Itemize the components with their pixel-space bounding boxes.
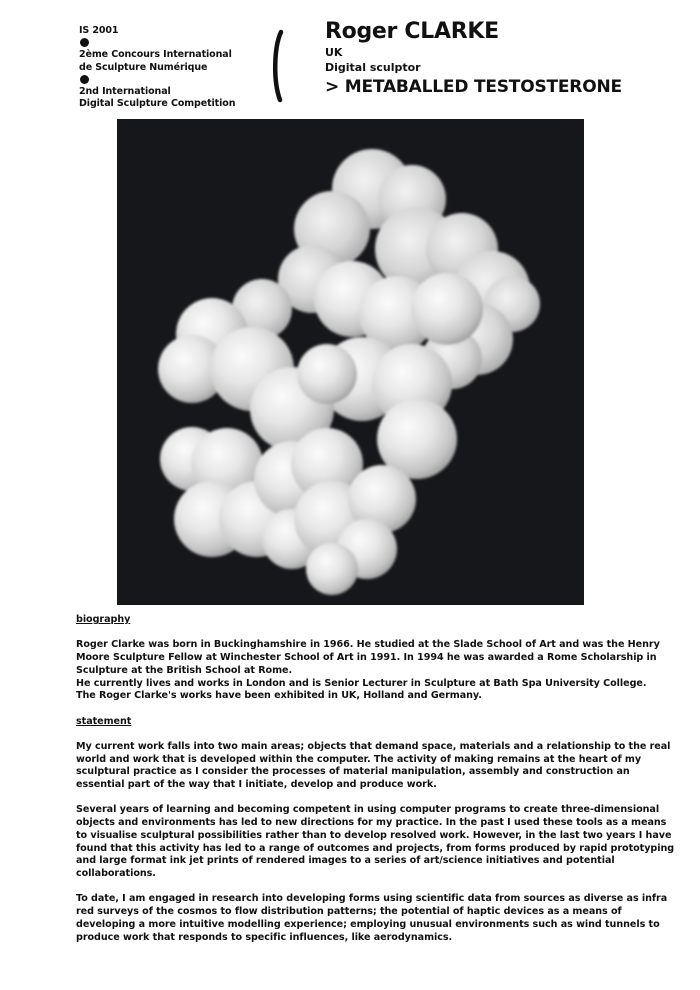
english-title-line-1: 2nd International bbox=[79, 85, 171, 97]
biography-line: Sculpture at the British School at Rome. bbox=[76, 664, 293, 676]
statement-line: and large format ink jet prints of rendered images to a series of art/science initiatives and potential bbox=[76, 855, 615, 867]
statement-line: produce work that responds to specific influences, like aerodynamics. bbox=[76, 931, 453, 943]
statement-paragraph-2 bbox=[76, 804, 686, 880]
english-title-line-2: Digital Sculpture Competition bbox=[79, 98, 236, 110]
biography-heading: biography bbox=[76, 614, 131, 625]
statement-line: sculptural practice as I consider the processes of material manipulation, assembly and construction an bbox=[76, 766, 630, 778]
metaball-sculpture bbox=[117, 119, 584, 605]
event-code: IS 2001 bbox=[79, 25, 119, 36]
statement-line: Several years of learning and becoming competent in using computer programs to create three-dimensional bbox=[76, 804, 660, 816]
statement-line: My current work falls into two main areas; objects that demand space, materials and a relationship to the real bbox=[76, 740, 671, 752]
statement-line: To date, I am engaged in research into developing forms using scientific data from sources as diverse as infra bbox=[76, 893, 668, 905]
french-title-line-1: 2ème Concours International bbox=[79, 49, 232, 61]
statement-line: to visualise sculptural possibilities rather than to develop resolved work. However, in the last two years I have bbox=[76, 829, 672, 841]
statement-line: world and work that is developed within the computer. The activity of making remains at the heart of my bbox=[76, 753, 642, 765]
statement-line: developing a more intuitive modelling experience; employing unusual environments such as wind tunnels to bbox=[76, 918, 660, 930]
french-title-line-2: de Sculpture Numérique bbox=[79, 61, 208, 73]
biography-line: He currently lives and works in London and is Senior Lecturer in Sculpture at Bath Spa University College. bbox=[76, 677, 647, 689]
statement-line: essential part of the way that I initiate, develop and produce work. bbox=[76, 779, 437, 791]
bracket-icon bbox=[271, 29, 285, 103]
body-text bbox=[76, 614, 686, 957]
statement-line: objects and environments has led to new directions for my practice. In the past I used these tools as a means bbox=[76, 817, 667, 829]
biography-line: Moore Sculpture Fellow at Winchester School of Art in 1991. In 1994 he was awarded a Rome Scholarship in bbox=[76, 652, 657, 664]
artist-country: UK bbox=[325, 46, 343, 59]
biography-line: The Roger Clarke's works have been exhibited in UK, Holland and Germany. bbox=[76, 690, 482, 702]
artist-info bbox=[325, 18, 685, 98]
statement-line: found that this activity has led to a range of outcomes and projects, from forms produced by rapid prototyping bbox=[76, 842, 675, 854]
artist-name: Roger CLARKE bbox=[325, 19, 499, 44]
statement-line: collaborations. bbox=[76, 868, 156, 879]
work-title-row bbox=[325, 76, 685, 98]
work-title: METABALLED TESTOSTERONE bbox=[344, 77, 622, 97]
chevron-right-icon: > bbox=[325, 77, 345, 97]
statement-heading: statement bbox=[76, 715, 132, 727]
biography-line: Roger Clarke was born in Buckinghamshire in 1966. He studied at the Slade School of Art and was the Henry bbox=[76, 639, 660, 651]
statement-paragraph-3 bbox=[76, 893, 686, 944]
statement-paragraph-1 bbox=[76, 741, 686, 792]
artwork-image bbox=[117, 119, 584, 605]
biography-paragraph bbox=[76, 639, 686, 703]
artist-profession: Digital sculptor bbox=[325, 61, 421, 74]
bullet-icon bbox=[80, 38, 89, 47]
competition-info bbox=[79, 25, 259, 110]
statement-line: red surveys of the cosmos to flow distribution patterns; the potential of haptic devices as a means of bbox=[76, 906, 622, 918]
bullet-icon bbox=[80, 75, 89, 84]
